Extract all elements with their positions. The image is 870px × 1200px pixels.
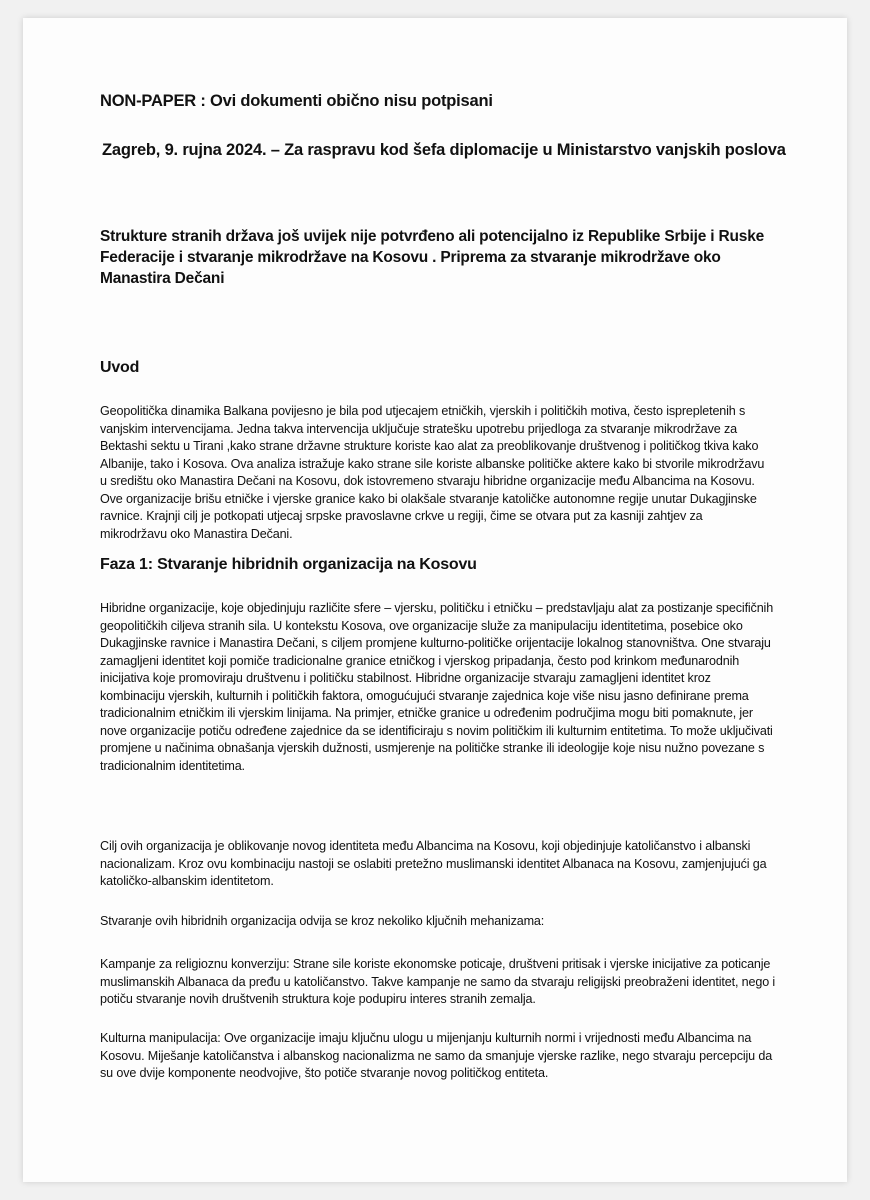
document-page bbox=[23, 18, 847, 1182]
document-header-line-2: Zagreb, 9. rujna 2024. – Za raspravu kod šefa diplomacije u Ministarstvo vanjskih poslova bbox=[102, 141, 786, 159]
section-paragraph-faza-1-culture: Kulturna manipulacija: Ove organizacije imaju ključnu ulogu u mijenjanju kulturnih normi i vrijednosti među Albancima na Kosovu. Miješanje katoličanstva i albanskog nacionalizma ne samo da smanjuje vjerske razlike, nego stvaraju percepciju da su ove dvije komponente neodvojive, što potiče stvaranje novog političkog entiteta. bbox=[100, 1031, 773, 1080]
section-paragraph-faza-1-conversion: Kampanje za religioznu konverziju: Strane sile koriste ekonomske poticaje, društveni pritisak i vjerske inicijative za poticanje muslimanskih Albanaca da pređu u katoličanstvo. Takve kampanje ne samo da stvaraju religijski preobraženi identitet, nego i potiču stvaranje novih društvenih struktura koje podupiru interes stranih zemalja. bbox=[100, 957, 776, 1006]
section-heading-uvod: Uvod bbox=[100, 359, 140, 376]
section-paragraph-uvod: Geopolitička dinamika Balkana povijesno je bila pod utjecajem etničkih, vjerskih i političkih motiva, često isprepletenih s vanjskim intervencijama. Jedna takva intervencija uključuje stratešku upotrebu prijedloga za stvaranje mikrodržave za Bektashi sektu u Tirani ,kako strane državne strukture koriste kao alat za preoblikovanje društvenog i političkog tkiva kako Albanije, tako i Kosova. Ova analiza istražuje kako strane sile koriste albanske političke aktere kako bi stvorile mikrodržavu u središtu oko Manastira Dečani na Kosovu, dok istovremeno stvaraju hibridne organizacije među Albancima na Kosovu. Ove organizacije brišu etničke i vjerske granice kako bi olakšale stvaranje katoličke autonomne regije unutar Dukagjinske ravnice. Krajnji cilj je potkopati utjecaj srpske pravoslavne crkve u regiji, čime se otvara put za kasniji zahtjev za mikrodržavu oko Manastira Dečani. bbox=[100, 404, 765, 541]
section-paragraph-faza-1-mechanisms: Stvaranje ovih hibridnih organizacija odvija se kroz nekoliko ključnih mehanizama: bbox=[100, 914, 545, 928]
document-title: Strukture stranih država još uvijek nije potvrđeno ali potencijalno iz Republike Srbije i Ruske Federacije i stvaranje mikrodržave na Kosovu . Priprema za stvaranje mikrodržave oko Manastira Dečani bbox=[100, 228, 765, 287]
section-paragraph-faza-1-goal: Cilj ovih organizacija je oblikovanje novog identiteta među Albancima na Kosovu, koji objedinjuje katoličanstvo i albanski nacionalizam. Kroz ovu kombinaciju nastoji se oslabiti pretežno muslimanski identitet Albanaca na Kosovu, zamjenjujući ga katoličko-albanskim identitetom. bbox=[100, 839, 767, 888]
section-paragraph-faza-1-intro: Hibridne organizacije, koje objedinjuju različite sfere – vjersku, političku i etničku – predstavljaju alat za postizanje specifičnih geopolitičkih ciljeva stranih sila. U kontekstu Kosova, ove organizacije služe za manipulaciju identitetima, posebice oko Dukagjinske ravnice i Manastira Dečani, s ciljem promjene kulturno-političke orijentacije lokalnog stanovništva. One stvaraju zamagljeni identitet koji pomiče tradicionalne granice etničkog i vjerskog pripadanja, često pod krinkom međunarodnih inicijativa koje promoviraju društvenu i političku stabilnost. Hibridne organizacije stvaraju zamagljeni identitet kroz kombinaciju vjerskih, kulturnih i političkih faktora, omogućujući stvaranje zajednica koje više nisu jasno definirane prema tradicionalnim etničkim ili vjerskim linijama. Na primjer, etničke granice u određenim područjima mogu biti pomaknute, jer nove organizacije potiču određene zajednice da se identificiraju s novim političkim ili kulturnim entitetima. To može uključivati promjene u načinima obnašanja vjerskih dužnosti, usmjerenje na političke stranke ili ideologije koje nisu nužno povezane s tradicionalnim identitetima. bbox=[100, 601, 774, 773]
section-heading-faza-1: Faza 1: Stvaranje hibridnih organizacija na Kosovu bbox=[100, 556, 477, 573]
document-header-line-1: NON-PAPER : Ovi dokumenti obično nisu potpisani bbox=[100, 92, 493, 110]
